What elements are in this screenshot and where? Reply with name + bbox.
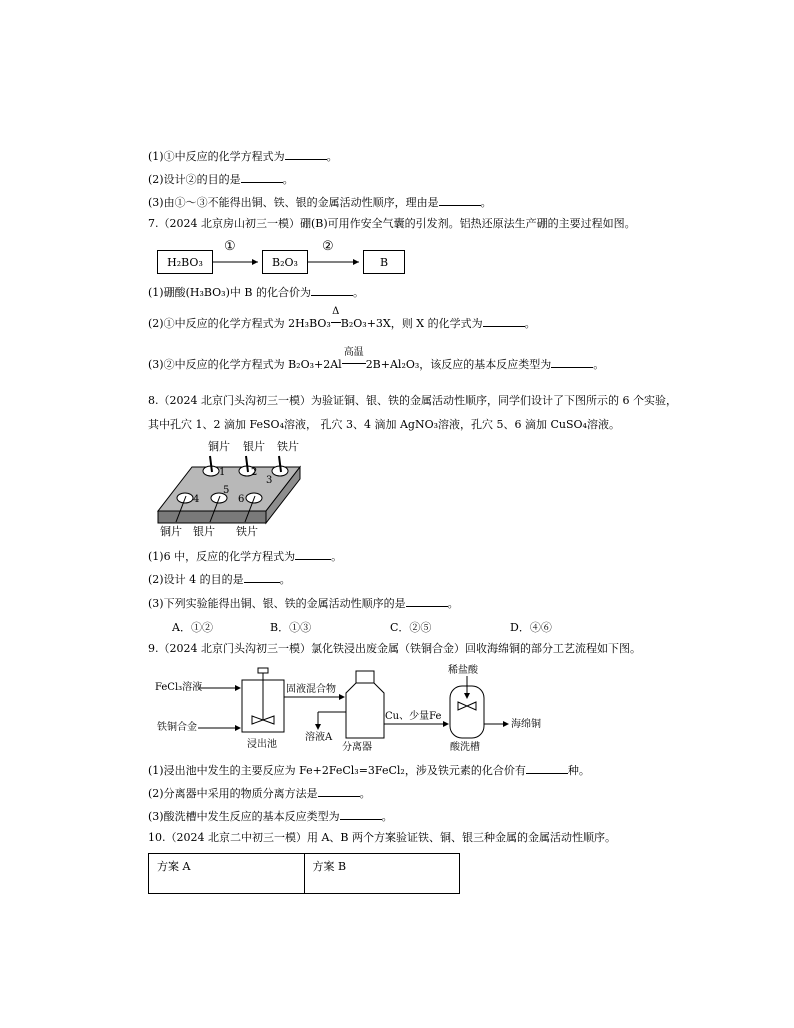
separator [346, 683, 384, 738]
q9-part3 [148, 808, 393, 824]
punct: 。 [352, 286, 364, 299]
cu-fe-label: Cu、少量Fe [385, 711, 442, 722]
punct: 。 [282, 173, 294, 186]
label-silver-bottom: 银片 [193, 525, 215, 538]
punct: 。 [359, 787, 371, 800]
separator-label: 分离器 [342, 742, 372, 753]
punct: 。 [524, 317, 536, 330]
flow-step-1-label: ① [224, 239, 236, 254]
solution-a-label: 溶液A [305, 732, 333, 743]
flow-step-2-label: ② [322, 239, 334, 254]
q7-part2-text: (2)①中反应的化学方程式为 2H₃BO₃ [148, 317, 331, 330]
punct: 。 [447, 597, 459, 610]
scheme-a-header: 方案 A [149, 854, 305, 894]
q6-part1-text: (1)①中反应的化学方程式为 [148, 150, 285, 163]
q7-part3-text2: 2B+Al₂O₃，该反应的基本反应类型为 [365, 358, 552, 371]
answer-blank[interactable] [526, 762, 568, 774]
label-copper-top: 铜片 [208, 440, 230, 453]
punct: 。 [331, 550, 343, 563]
acid-tank-label: 酸洗槽 [450, 742, 480, 753]
heat-symbol: Δ [332, 306, 340, 317]
scheme-table [148, 853, 460, 894]
q6-part2-text: (2)设计②的目的是 [148, 173, 241, 186]
sponge-copper-label: 海绵铜 [511, 719, 541, 730]
q7-part2-text2: B₂O₃+3X，则 X 的化学式为 [340, 317, 483, 330]
input-fecl3: FeCl₃溶液 [155, 682, 203, 693]
punct: 。 [279, 573, 291, 586]
flow-box-b2o3: B₂O₃ [262, 250, 308, 274]
q10-stem: 10.（2024 北京二中初三一模）用 A、B 两个方案验证铁、铜、银三种金属的金属活动性顺序。 [148, 831, 617, 844]
option-d[interactable]: D．④⑥ [510, 621, 552, 634]
q8-stem-line1: 8.（2024 北京门头沟初三一模）为验证铜、银、铁的金属活动性顺序，同学们设计了下图所示的 6 个实验， [148, 394, 677, 407]
input-fe-cu-alloy: 铁铜合金 [157, 722, 197, 733]
table-row [149, 854, 460, 894]
leach-tank-label: 浸出池 [247, 739, 277, 750]
q9-part1 [148, 762, 590, 778]
label-iron-bottom: 铁片 [236, 525, 258, 538]
q6-part3-text: (3)由①～③不能得出铜、铁、银的金属活动性顺序，理由是 [148, 196, 439, 209]
option-a[interactable]: A．①② [172, 621, 213, 634]
q8-stem-line2: 其中孔穴 1、2 滴加 FeSO₄溶液， 孔穴 3、4 滴加 AgNO₃溶液，孔穴 5、6 滴加 CuSO₄溶液。 [148, 418, 620, 431]
hole-number-1: 1 [219, 467, 226, 478]
punct: 。 [381, 810, 393, 823]
answer-blank[interactable] [340, 808, 382, 820]
q9-part1-text: (1)浸出池中发生的主要反应为 Fe+2FeCl₃=3FeCl₂，涉及铁元素的化合价有 [148, 764, 526, 777]
q8-part3-text: (3)下列实验能得出铜、银、铁的金属活动性顺序的是 [148, 597, 406, 610]
q9-part2-text: (2)分离器中采用的物质分离方法是 [148, 787, 318, 800]
punct: 种。 [567, 764, 590, 777]
hole-number-6: 6 [238, 494, 245, 505]
q8-part2-text: (2)设计 4 的目的是 [148, 573, 244, 586]
hole-number-4: 4 [193, 494, 200, 505]
q8-part1-text: (1)6 中，反应的化学方程式为 [148, 550, 296, 563]
hole-number-5: 5 [223, 485, 230, 496]
q9-stem: 9.（2024 北京门头沟初三一模）氯化铁浸出废金属（铁铜合金）回收海绵铜的部分工艺流程如下图。 [148, 642, 641, 655]
punct: 。 [326, 150, 338, 163]
high-temp-label: 高温 [343, 347, 364, 358]
punct: 。 [480, 196, 492, 209]
dilute-hcl-label: 稀盐酸 [448, 665, 478, 676]
scheme-b-header: 方案 B [304, 854, 460, 894]
q7-part3-text: (3)②中反应的化学方程式为 B₂O₃+2Al [148, 358, 342, 371]
flow-box-b: B [363, 250, 405, 274]
q7-stem: 7.（2024 北京房山初三一模）硼(B)可用作安全气囊的引发剂。铝热还原法生产硼的主要过程如图。 [148, 217, 636, 230]
q9-part2 [148, 785, 371, 801]
hole-number-2: 2 [251, 467, 258, 478]
q7-part1-text: (1)硼酸(H₃BO₃)中 B 的化合价为 [148, 286, 311, 299]
punct: 。 [593, 358, 605, 371]
answer-blank[interactable] [318, 785, 360, 797]
q9-part3-text: (3)酸洗槽中发生反应的基本反应类型为 [148, 810, 340, 823]
label-iron-top: 铁片 [277, 440, 299, 453]
hole-number-3: 3 [266, 475, 273, 486]
option-b[interactable]: B．①③ [270, 621, 312, 634]
stirrer-motor [258, 668, 268, 673]
label-copper-bottom: 铜片 [160, 525, 182, 538]
label-silver-top: 银片 [243, 440, 265, 453]
option-c[interactable]: C．②⑤ [390, 621, 432, 634]
separator-neck [356, 671, 374, 683]
flow-box-h3bo3: H₂BO₃ [157, 250, 213, 274]
mixture-label: 固液混合物 [286, 684, 336, 695]
